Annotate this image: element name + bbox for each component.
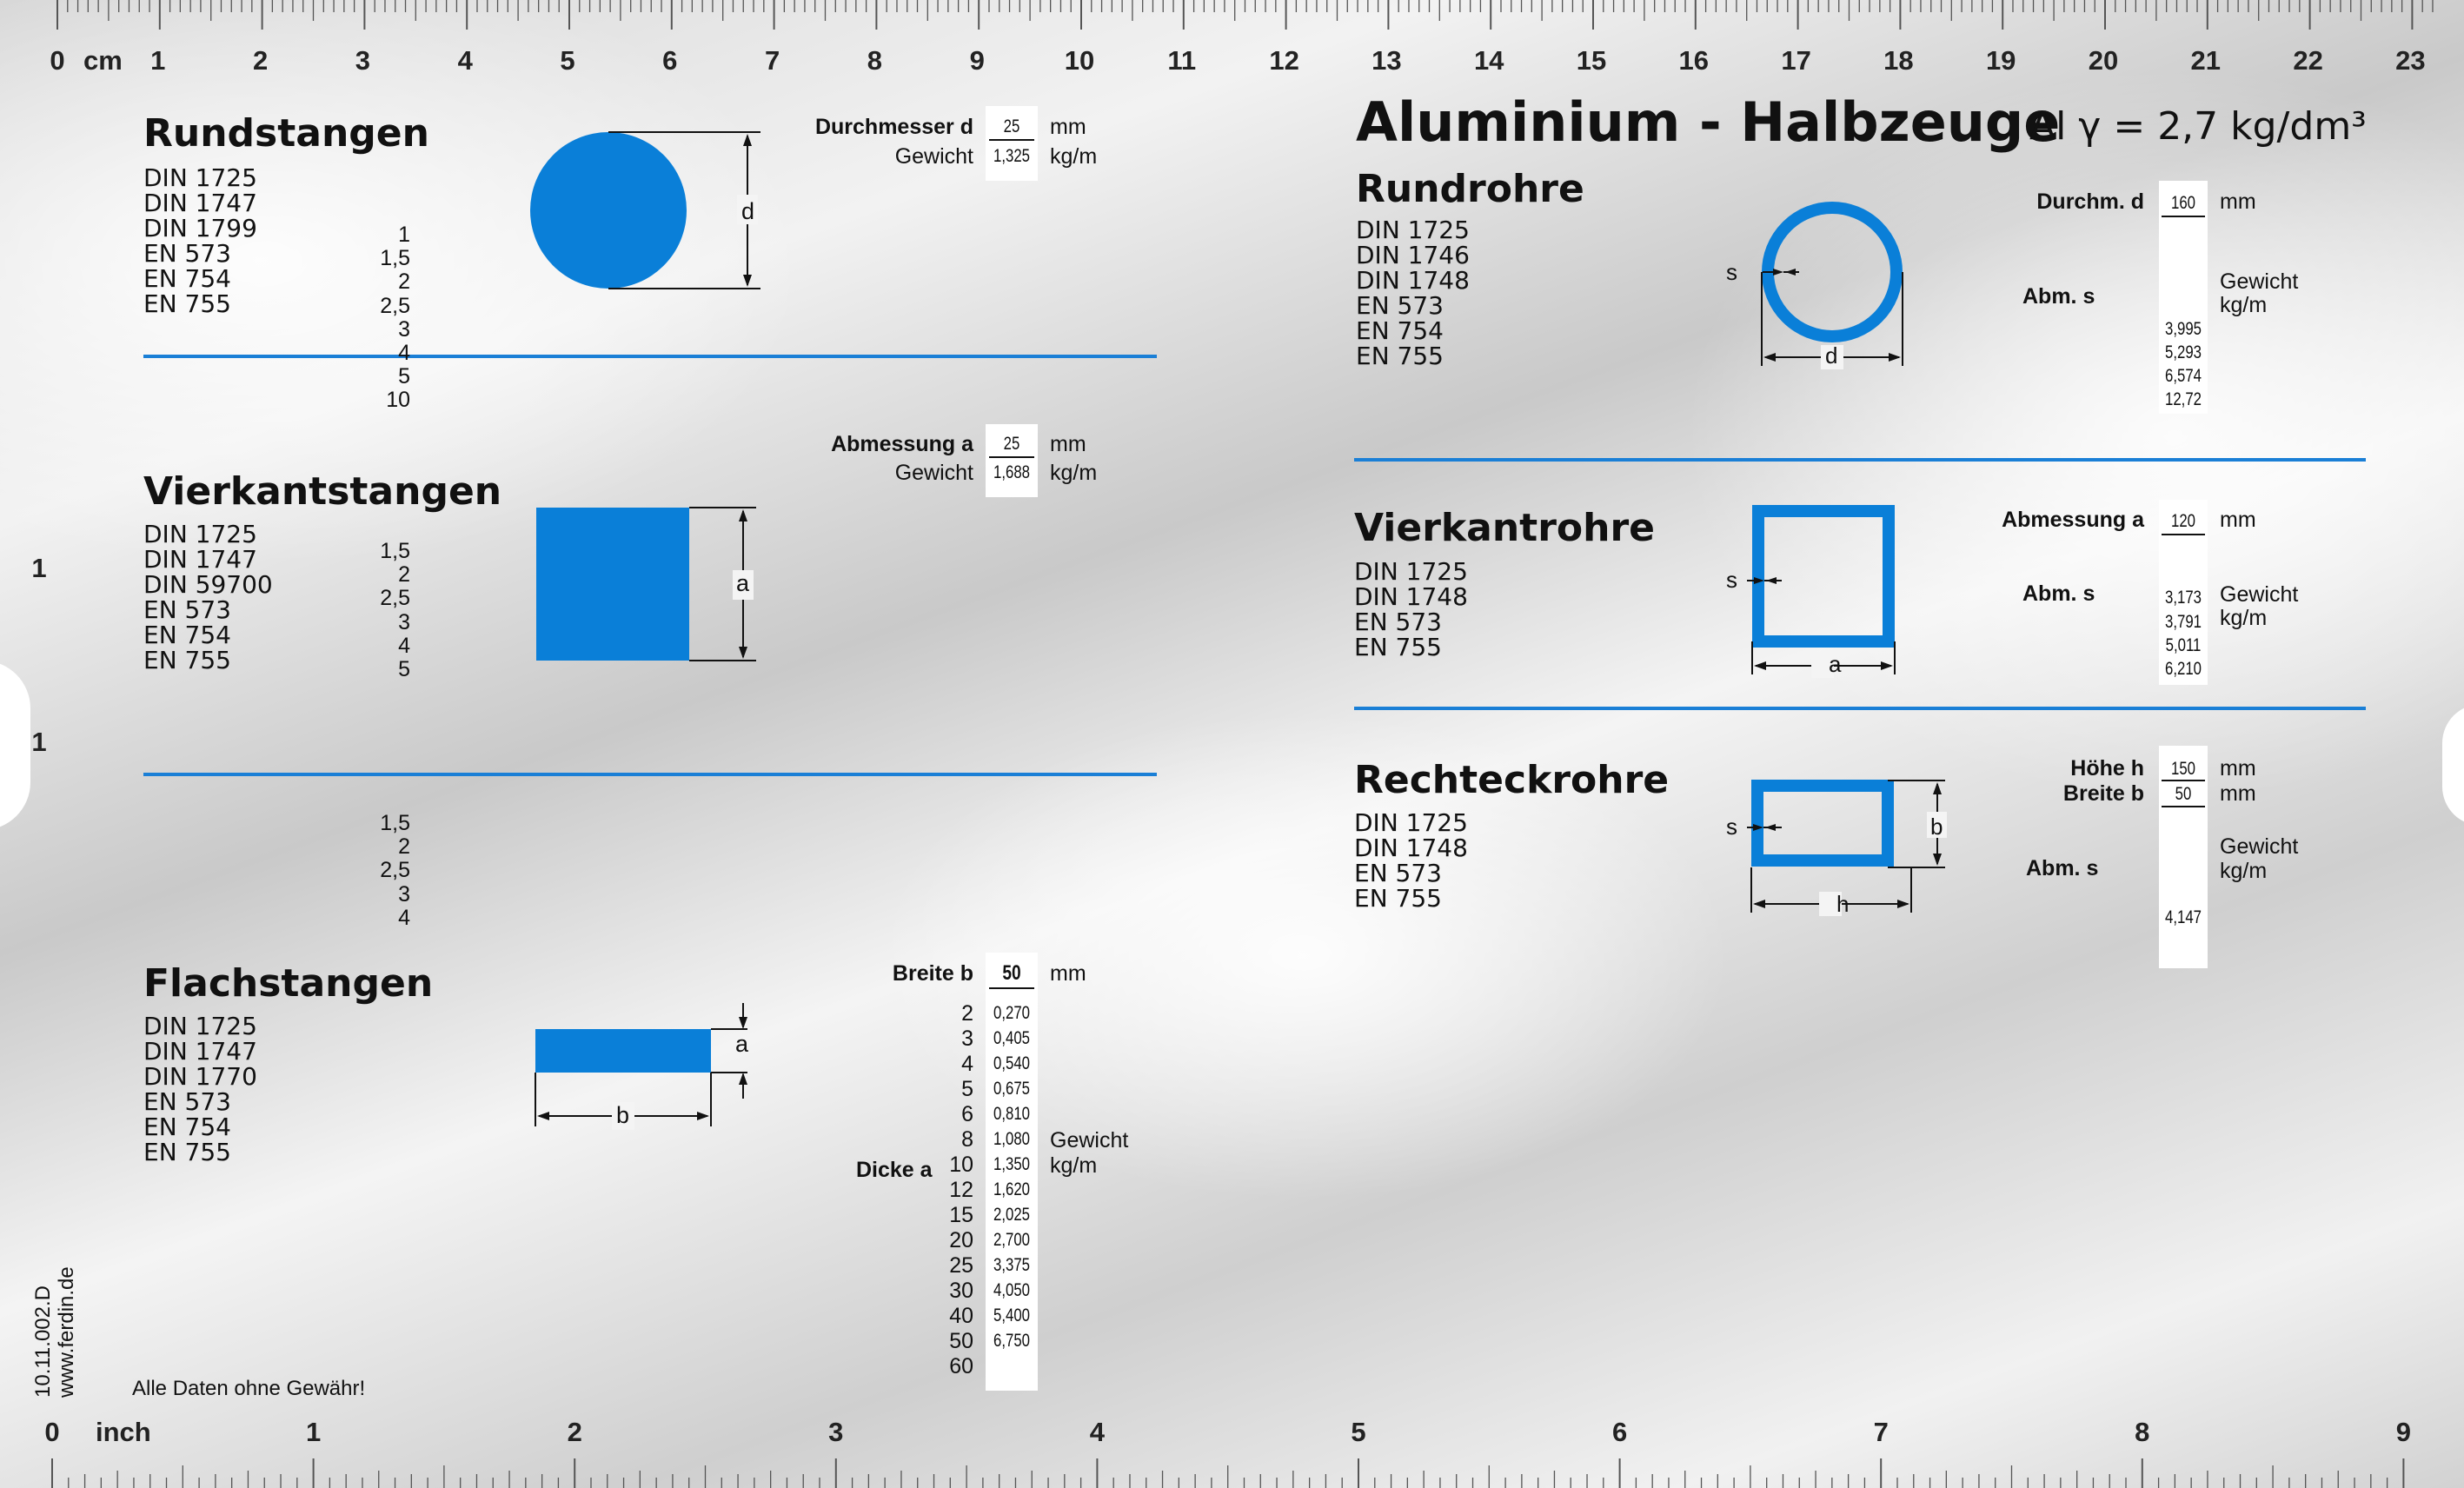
rundstangen-param-unit: mm (1050, 115, 1086, 139)
footer-disclaimer: Alle Daten ohne Gewähr! (132, 1377, 366, 1400)
vierkantstangen-value-underline (989, 456, 1034, 458)
flachstangen-weight-label: Gewicht (1050, 1128, 1129, 1153)
rundrohre-row-weight: 6,574 (2164, 366, 2202, 387)
square-tube-dim-s: s (1726, 567, 1737, 593)
norm-item: DIN 1725 (1356, 216, 1470, 244)
rechteckrohre-width-value: 50 (2175, 784, 2192, 804)
rundrohre-value-underline (2162, 216, 2205, 217)
vierkantrohre-row-dimension: 1,5 (380, 539, 410, 563)
vierkantrohre-row-dimension: 2,5 (380, 586, 410, 611)
flachstangen-norms (143, 1013, 257, 1165)
rundstangen-param-value: 25 (1003, 116, 1020, 136)
flachstangen-row-dimension: 8 (961, 1127, 973, 1152)
norm-item: DIN 1748 (1356, 266, 1470, 295)
flachstangen-row-dimension: 12 (949, 1178, 973, 1202)
rechteckrohre-height-value: 150 (2170, 759, 2196, 779)
norm-item: DIN 1725 (1354, 808, 1468, 837)
cm-ruler (0, 0, 2464, 78)
norm-item: DIN 1725 (1354, 557, 1468, 586)
round-bar-diagram (521, 122, 765, 296)
rundrohre-weight-unit: kg/m (2220, 293, 2268, 317)
rundrohre-row-dimension: 5 (398, 364, 410, 389)
vierkantrohre-row-weight: 6,210 (2164, 659, 2202, 679)
cm-tick-label: 7 (764, 45, 780, 76)
rundrohre-weight-label: Gewicht (2220, 269, 2299, 294)
rundrohre-row-dimension: 3 (398, 316, 410, 342)
square-bar-dim-a: a (736, 570, 750, 596)
round-tube-diagram (1721, 196, 1912, 369)
vierkantrohre-row-dimension: 5 (398, 657, 410, 681)
cm-tick-label: 15 (1576, 45, 1607, 76)
norm-item: EN 755 (143, 646, 231, 674)
norm-item: DIN 1799 (143, 214, 257, 242)
vierkantrohre-value-underline (2162, 534, 2205, 535)
flachstangen-row-weight: 5,400 (993, 1305, 1031, 1325)
rechteckrohre-width-label: Breite b (2062, 781, 2144, 806)
cm-tick-label: 23 (2395, 45, 2426, 76)
rechteckrohre-row-label: Abm. s (2026, 856, 2099, 880)
flachstangen-row-weight: 2,700 (993, 1230, 1031, 1250)
cm-tick-label: 3 (355, 45, 371, 76)
norm-item: DIN 1747 (143, 189, 257, 217)
rectangular-tube-dim-b: b (1930, 814, 1943, 840)
footer-website: www.ferdin.de (55, 1266, 78, 1398)
footer-code: 10.11.002.D (31, 1285, 55, 1398)
rundrohre-row-weight: 5,293 (2164, 342, 2202, 362)
flachstangen-row-dimension: 5 (961, 1077, 973, 1101)
rundrohre-param-value: 160 (2170, 193, 2196, 213)
vierkantstangen-title: Vierkantstangen (143, 469, 502, 514)
cm-tick-label: 21 (2190, 45, 2222, 76)
round-bar-dim-d: d (741, 198, 755, 224)
vierkantstangen-weight-label: Gewicht (894, 461, 973, 485)
vierkantrohre-row-dimension: 4 (398, 633, 410, 658)
norm-item: EN 754 (143, 1113, 231, 1141)
flachstangen-row-dimension: 4 (961, 1052, 973, 1076)
vierkantrohre-weight-label: Gewicht (2220, 582, 2299, 607)
side-notch-right (2442, 704, 2464, 826)
rundstangen-norms (143, 165, 257, 316)
rundstangen-weight-value: 1,325 (993, 146, 1031, 166)
flachstangen-width-unit: mm (1050, 961, 1086, 986)
norm-item: DIN 1748 (1354, 834, 1468, 862)
cm-tick-label: 2 (252, 45, 269, 76)
rundrohre-row-weight: 3,995 (2164, 318, 2202, 339)
cm-tick-label: 0 (50, 45, 65, 76)
side-notch-left (0, 661, 30, 830)
norm-item: EN 573 (1354, 608, 1442, 636)
round-tube-dim-d: d (1825, 342, 1838, 369)
rundrohre-norms (1356, 217, 1470, 369)
flachstangen-row-dimension: 30 (949, 1279, 973, 1303)
cm-tick-label: 4 (457, 45, 473, 76)
rundrohre-title: Rundrohre (1356, 167, 1584, 211)
flachstangen-row-weight: 1,350 (993, 1154, 1031, 1174)
flachstangen-row-dimension: 15 (949, 1203, 973, 1227)
norm-item: DIN 1746 (1356, 241, 1470, 269)
cm-tick-label: 18 (1883, 45, 1914, 76)
vierkantrohre-param-label: Abmessung a (2002, 508, 2144, 532)
rundstangen-param-label: Durchmesser d (814, 115, 973, 139)
inch-tick-label: 8 (2135, 1417, 2150, 1447)
rundrohre-row-dimension: 4 (398, 341, 410, 365)
norm-item: EN 573 (143, 595, 231, 624)
rechteckrohre-row-dimension: 3 (398, 881, 410, 907)
vierkantrohre-param-unit: mm (2220, 508, 2256, 532)
norm-item: EN 573 (1354, 859, 1442, 887)
cm-tick-label: 16 (1678, 45, 1710, 76)
vierkantstangen-param-value: 25 (1003, 434, 1020, 454)
norm-item: DIN 59700 (143, 570, 273, 599)
cm-tick-label: 1 (150, 45, 166, 76)
inch-tick-label: 5 (1351, 1417, 1366, 1447)
vierkantrohre-row-dimension: 3 (398, 609, 410, 634)
separator-line (1354, 707, 2366, 710)
vierkantrohre-row-label: Abm. s (2022, 581, 2095, 606)
rechteckrohre-height-unit: mm (2220, 756, 2256, 781)
rundrohre-row-dimension: 1,5 (380, 246, 410, 271)
rechteckrohre-value-underline (2162, 806, 2205, 807)
side-mark-upper: 1 (31, 553, 47, 583)
rundrohre-row-dimension: 10 (386, 388, 410, 413)
norm-item: EN 755 (1356, 342, 1444, 370)
flachstangen-row-dimension: 40 (949, 1304, 973, 1328)
rundrohre-param-label: Durchm. d (2036, 189, 2144, 214)
norm-item: EN 573 (1356, 291, 1444, 320)
cm-ruler-ticks (0, 0, 2464, 52)
flachstangen-width-label: Breite b (892, 961, 973, 986)
rechteckrohre-weight-label: Gewicht (2220, 834, 2299, 859)
norm-item: DIN 1725 (143, 520, 257, 548)
cm-tick-label: 14 (1473, 45, 1504, 76)
page-title: Aluminium - Halbzeuge (1356, 90, 2061, 154)
inch-tick-label: 6 (1611, 1417, 1628, 1447)
flat-bar-diagram (530, 1000, 756, 1130)
vierkantstangen-param-label: Abmessung a (831, 432, 973, 456)
rectangular-tube-diagram (1721, 774, 1947, 921)
separator-line (143, 773, 1157, 776)
flachstangen-row-label: Dicke a (856, 1158, 933, 1182)
rechteckrohre-row-dimension: 2 (398, 834, 410, 860)
flachstangen-row-weight: 0,675 (993, 1079, 1031, 1099)
flachstangen-row-weight: 0,540 (993, 1053, 1031, 1073)
vierkantrohre-param-value: 120 (2170, 511, 2196, 531)
inch-tick-label: 0 (44, 1417, 60, 1447)
rechteckrohre-row-dimension: 1,5 (380, 811, 410, 835)
rechteckrohre-width-unit: mm (2220, 781, 2256, 806)
cm-tick-label: 5 (560, 45, 575, 76)
cm-tick-label: 6 (662, 45, 678, 76)
inch-tick-label: 1 (305, 1417, 322, 1447)
rundstangen-weight-unit: kg/m (1050, 144, 1098, 169)
vierkantrohre-weight-unit: kg/m (2220, 606, 2268, 630)
vierkantrohre-norms (1354, 559, 1468, 660)
vierkantstangen-norms (143, 521, 273, 673)
square-bar-diagram (530, 504, 765, 669)
cm-tick-label: 12 (1269, 45, 1299, 76)
rechteckrohre-row-weight: 4,147 (2164, 907, 2202, 927)
cm-unit-label: cm (83, 45, 123, 76)
flachstangen-row-dimension: 10 (949, 1153, 973, 1177)
material-note: Al γ = 2,7 kg/dm³ (2029, 104, 2367, 149)
flachstangen-width-value: 50 (1002, 961, 1021, 985)
rechteckrohre-weight-unit: kg/m (2220, 859, 2268, 883)
flachstangen-row-dimension: 20 (949, 1228, 973, 1252)
vierkantrohre-row-weight: 3,791 (2164, 611, 2202, 632)
side-mark-lower: 1 (31, 727, 47, 757)
rectangular-tube-dim-h: h (1836, 891, 1850, 917)
inch-ruler (0, 1408, 2464, 1488)
norm-item: EN 755 (1354, 884, 1442, 913)
square-tube-dim-a: a (1829, 651, 1842, 677)
vierkantstangen-weight-value: 1,688 (993, 462, 1031, 482)
norm-item: DIN 1725 (143, 163, 257, 192)
flachstangen-row-dimension: 25 (949, 1253, 973, 1278)
vierkantrohre-row-weight: 5,011 (2165, 634, 2202, 655)
norm-item: EN 754 (143, 264, 231, 293)
rundrohre-row-label: Abm. s (2022, 284, 2095, 309)
rechteckrohre-value-underline (2162, 780, 2205, 781)
separator-line (1354, 458, 2366, 462)
flachstangen-row-weight: 0,405 (993, 1028, 1031, 1048)
square-tube-diagram (1721, 504, 1912, 678)
flat-bar-dim-b: b (616, 1102, 630, 1128)
norm-item: DIN 1770 (143, 1062, 257, 1091)
norm-item: EN 573 (143, 1087, 231, 1116)
norm-item: DIN 1748 (1354, 582, 1468, 611)
rundstangen-title: Rundstangen (143, 111, 429, 156)
flachstangen-row-weight: 1,620 (993, 1179, 1031, 1199)
flachstangen-title: Flachstangen (143, 961, 434, 1006)
rundrohre-row-weight: 12,72 (2164, 389, 2202, 410)
inch-ruler-ticks (0, 1408, 2464, 1488)
flachstangen-row-weight: 4,050 (993, 1280, 1031, 1300)
inch-unit-label: inch (96, 1417, 151, 1447)
rechteckrohre-height-label: Höhe h (2070, 756, 2144, 781)
flachstangen-row-dimension: 60 (949, 1354, 973, 1378)
norm-item: EN 755 (143, 289, 231, 318)
cm-tick-label: 17 (1781, 45, 1811, 76)
vierkantstangen-param-unit: mm (1050, 432, 1086, 456)
rundrohre-row-dimension: 1 (398, 223, 410, 247)
norm-item: EN 754 (143, 621, 231, 649)
flachstangen-row-dimension: 3 (961, 1026, 973, 1051)
flachstangen-row-dimension: 50 (949, 1329, 973, 1353)
flachstangen-row-dimension: 6 (961, 1102, 973, 1126)
rechteckrohre-norms (1354, 810, 1468, 911)
flachstangen-row-weight: 1,080 (993, 1129, 1031, 1149)
rechteckrohre-row-dimension: 4 (398, 905, 410, 930)
norm-item: DIN 1725 (143, 1012, 257, 1040)
cm-tick-label: 19 (1985, 45, 2016, 76)
cm-tick-label: 8 (867, 45, 883, 76)
inch-tick-label: 2 (567, 1417, 582, 1447)
cm-tick-label: 11 (1167, 45, 1197, 76)
rundrohre-row-dimension: 2 (398, 269, 410, 295)
vierkantrohre-title: Vierkantrohre (1354, 506, 1656, 550)
norm-item: DIN 1747 (143, 1037, 257, 1066)
norm-item: EN 755 (143, 1138, 231, 1166)
norm-item: EN 755 (1354, 633, 1442, 661)
rechteckrohre-title: Rechteckrohre (1354, 758, 1670, 802)
norm-item: EN 573 (143, 239, 231, 268)
flachstangen-row-weight: 6,750 (993, 1331, 1031, 1351)
cm-tick-label: 22 (2293, 45, 2323, 76)
inch-tick-label: 9 (2395, 1417, 2412, 1447)
flachstangen-row-weight: 0,270 (993, 1003, 1031, 1023)
rundrohre-row-dimension: 2,5 (380, 293, 410, 318)
flat-bar-dim-a: a (735, 1031, 749, 1057)
rundrohre-param-unit: mm (2220, 189, 2256, 214)
cm-tick-label: 10 (1064, 45, 1095, 76)
inch-tick-label: 4 (1089, 1417, 1106, 1447)
cm-tick-label: 13 (1371, 45, 1402, 76)
rectangular-tube-dim-s: s (1726, 814, 1737, 840)
flachstangen-value-underline (989, 987, 1034, 989)
cm-tick-label: 9 (969, 45, 985, 76)
flachstangen-row-weight: 2,025 (993, 1205, 1031, 1225)
flachstangen-row-weight: 3,375 (993, 1255, 1031, 1275)
flachstangen-weight-unit: kg/m (1050, 1153, 1098, 1178)
norm-item: DIN 1747 (143, 545, 257, 574)
round-tube-dim-s: s (1726, 259, 1737, 285)
flachstangen-row-dimension: 2 (961, 1001, 973, 1026)
flachstangen-row-weight: 0,810 (993, 1104, 1031, 1124)
norm-item: EN 754 (1356, 316, 1444, 345)
vierkantrohre-row-dimension: 2 (398, 562, 410, 588)
rundstangen-value-underline (989, 139, 1034, 141)
vierkantstangen-weight-unit: kg/m (1050, 461, 1098, 485)
inch-tick-label: 7 (1873, 1417, 1889, 1447)
inch-tick-label: 3 (828, 1417, 844, 1447)
separator-line (143, 355, 1157, 358)
rundstangen-weight-label: Gewicht (894, 144, 973, 169)
rechteckrohre-row-dimension: 2,5 (380, 858, 410, 883)
vierkantrohre-row-weight: 3,173 (2164, 588, 2202, 608)
cm-tick-label: 20 (2088, 45, 2119, 76)
